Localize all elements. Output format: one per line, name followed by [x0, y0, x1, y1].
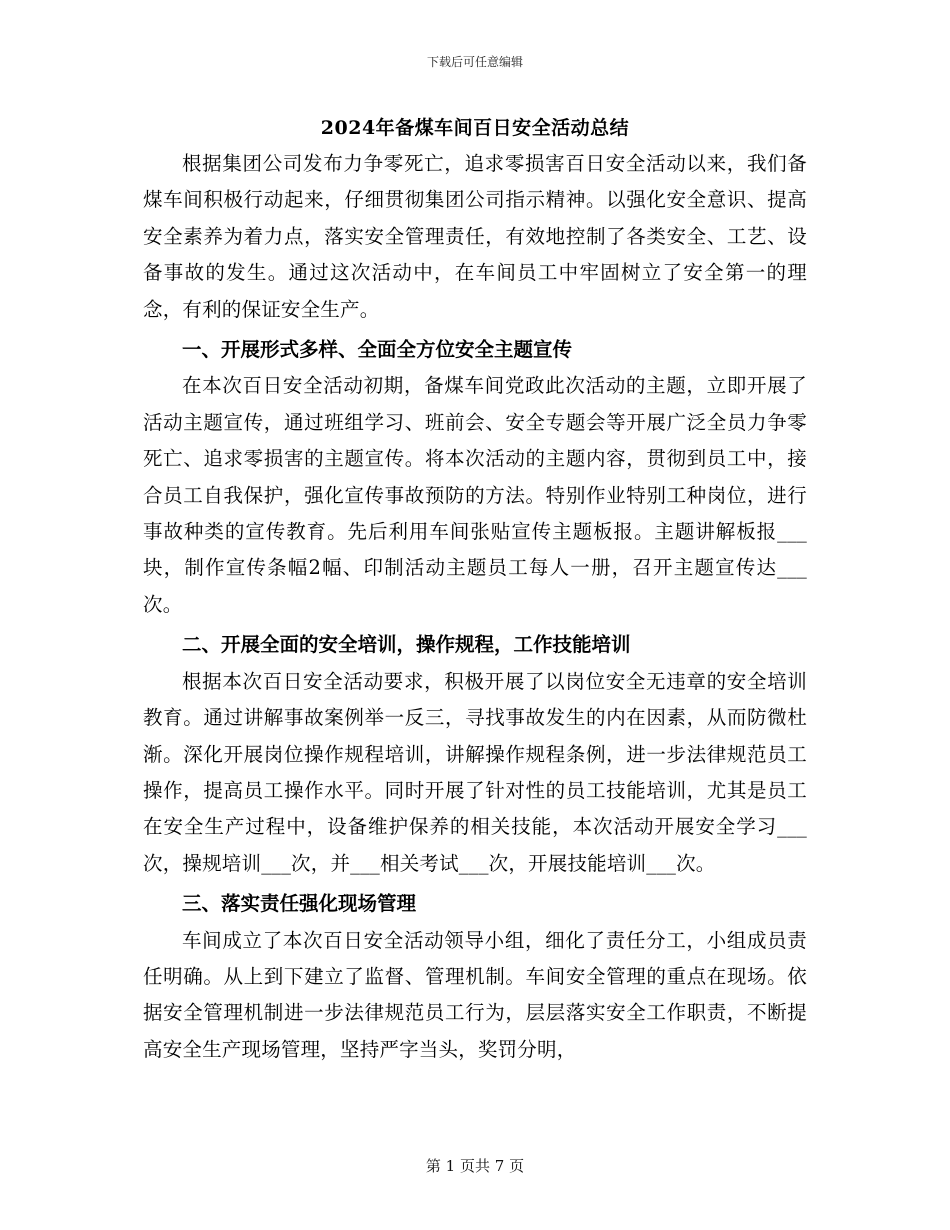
page-footer: 第 1 页共 7 页 [425, 1157, 525, 1175]
section-heading-2: 二、开展全面的安全培训，操作规程，工作技能培训 [182, 633, 631, 657]
document-title: 2024年备煤车间百日安全活动总结 [320, 117, 630, 139]
section-paragraph-3: 车间成立了本次百日安全活动领导小组，细化了责任分工，小组成员责任明确。从上到下建立了监督、管理机制。车间安全管理的重点在现场。依据安全管理机制进一步法律规范员工行为，层层落实安全工作职责，不断提高安全生产现场管理，坚持严字当头，奖罚分明， [143, 928, 807, 1061]
intro-paragraph: 根据集团公司发布力争零死亡，追求零损害百日安全活动以来，我们备煤车间积极行动起来，仔细贯彻集团公司指示精神。以强化安全意识、提高安全素养为着力点，落实安全管理责任，有效地控制了各类安全、工艺、设备事故的发生。通过这次活动中，在车间员工中牢固树立了安全第一的理念，有利的保证安全生产。 [143, 152, 807, 321]
section-paragraph-2: 根据本次百日安全活动要求，积极开展了以岗位安全无违章的安全培训教育。通过讲解事故案例举一反三，寻找事故发生的内在因素，从而防微杜渐。深化开展岗位操作规程培训，讲解操作规程条例，进一步法律规范员工操作，提高员工操作水平。同时开展了针对性的员工技能培训，尤其是员工在安全生产过程中，设备维护保养的相关技能，本次活动开展安全学习___次，操规培训___次，并___相关考试___次，开展技能培训___次。 [143, 669, 807, 875]
section-heading-3: 三、落实责任强化现场管理 [182, 892, 417, 916]
section-paragraph-1: 在本次百日安全活动初期，备煤车间党政此次活动的主题，立即开展了活动主题宣传，通过班组学习、班前会、安全专题会等开展广泛全员力争零死亡、追求零损害的主题宣传。将本次活动的主题内容，贯彻到员工中，接合员工自我保护，强化宣传事故预防的方法。特别作业特别工种岗位，进行事故种类的宣传教育。先后利用车间张贴宣传主题板报。主题讲解板报___块，制作宣传条幅2幅、印制活动主题员工每人一册，召开主题宣传达___次。 [143, 374, 807, 616]
document-body [143, 110, 807, 1068]
header-note: 下载后可任意编辑 [426, 55, 523, 69]
section-heading-1: 一、开展形式多样、全面全方位安全主题宣传 [182, 338, 573, 362]
